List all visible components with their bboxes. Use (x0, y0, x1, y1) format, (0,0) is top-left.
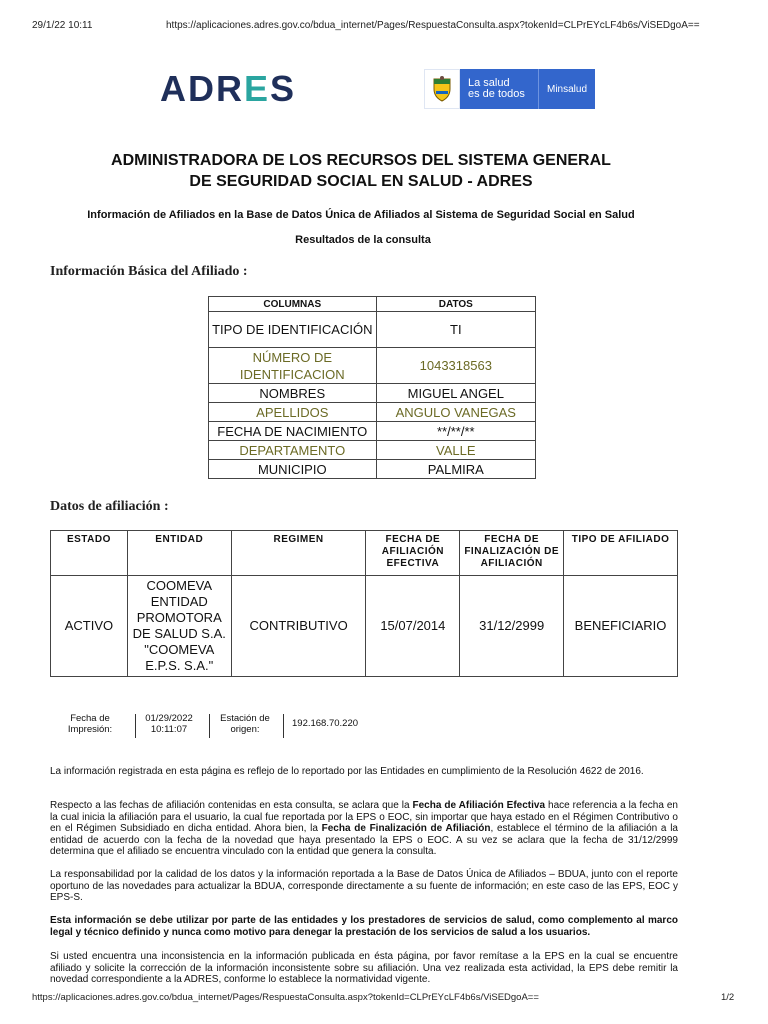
row-value: VALLE (376, 441, 535, 460)
header-fecha-afiliacion: FECHA DE AFILIACIÓN EFECTIVA (366, 531, 460, 576)
affiliation-heading: Datos de afiliación : (50, 499, 169, 514)
table-row (209, 384, 536, 403)
row-value: ANGULO VANEGAS (376, 403, 535, 422)
page-counter: 1/2 (721, 992, 735, 1003)
affiliation-table (50, 530, 678, 677)
gov-slogan-line2: es de todos (468, 88, 525, 100)
basic-table-header (209, 297, 536, 312)
paragraph-responsibility: La responsabilidad por la calidad de los datos y la información reportada a la Base de Datos Única de Afiliados – BDUA, junto con el reporte oportuno de las novedades para actualizar la BDUA, corresponde directamente a su fuente de información; en este caso de las EPS, EOC y EPS-S. (50, 869, 678, 903)
gov-logo (424, 69, 595, 109)
print-date-label: Fecha de Impresión: (67, 713, 113, 735)
results-title: Resultados de la consulta (295, 234, 431, 246)
divider (283, 714, 284, 738)
coat-of-arms-icon (424, 69, 460, 109)
cell-entidad: COOMEVA ENTIDAD PROMOTORA DE SALUD S.A. "COOMEVA E.P.S. S.A." (127, 576, 231, 677)
gov-banner (460, 69, 595, 109)
print-url-footer: https://aplicaciones.adres.gov.co/bdua_internet/Pages/RespuestaConsulta.aspx?tokenId=CLPrEYcLF4b6s/ViSEDgoA== (32, 992, 539, 1003)
header-datos: DATOS (376, 297, 535, 312)
adres-logo-text-end: S (270, 68, 297, 109)
paragraph-usage-warning: Esta información se debe utilizar por parte de las entidades y los prestadores de servicios de salud, como complemento al marco legal y técnico definido y nunca como motivo para denegar la prestación de los servicios de salud a los usuarios. (50, 915, 678, 938)
row-label: MUNICIPIO (209, 460, 377, 479)
paragraph-text: , establece el término de la afiliación a la entidad de acuerdo con la fecha de la novedad que haya presentado la EPS o EOC. A su vez se aclara que la fecha de 31/12/2999 determina que el afiliado se encuentra vinculado con la entidad que genera la consulta. (50, 823, 678, 857)
gov-slogan (460, 78, 538, 100)
row-value: **/**/** (376, 422, 535, 441)
table-row (51, 576, 678, 677)
row-value: TI (376, 312, 535, 348)
header-estado: ESTADO (51, 531, 128, 576)
header-columnas: COLUMNAS (209, 297, 377, 312)
station-value: 192.168.70.220 (292, 718, 359, 729)
table-row (209, 441, 536, 460)
gov-ministry-name: Minsalud (547, 83, 588, 95)
divider (135, 714, 136, 738)
basic-info-table (208, 296, 536, 479)
header-entidad: ENTIDAD (127, 531, 231, 576)
basic-info-heading: Información Básica del Afiliado : (50, 264, 248, 279)
gov-slogan-line1: La salud (468, 77, 510, 89)
row-label: TIPO DE IDENTIFICACIÓN (209, 312, 377, 348)
adres-logo (160, 68, 296, 110)
paragraph-resolution: La información registrada en esta página es reflejo de lo reportado por las Entidades en cumplimiento de la Resolución 4622 de 2016. (50, 766, 644, 777)
page-title (0, 150, 722, 192)
paragraph-inconsistency: Si usted encuentra una inconsistencia en la información publicada en ésta página, por favor remítase a la EPS en la cual se encuentre afiliado y solicite la corrección de la información inconsistente sobre su afiliación. Una vez realizada esta actividad, la EPS debe remitir la novedad correspondiente a la ADRES, conforme lo establece la normatividad vigente. (50, 951, 678, 985)
header-regimen: REGIMEN (231, 531, 366, 576)
divider (209, 714, 210, 738)
header-tipo-afiliado: TIPO DE AFILIADO (564, 531, 678, 576)
page-title-line1: ADMINISTRADORA DE LOS RECURSOS DEL SISTEMA GENERAL (111, 152, 611, 169)
row-label: NOMBRES (209, 384, 377, 403)
paragraph-bold: Fecha de Finalización de Afiliación (321, 823, 491, 834)
row-value: 1043318563 (376, 348, 535, 384)
cell-fecha-afiliacion: 15/07/2014 (366, 576, 460, 677)
table-row (209, 348, 536, 384)
print-date-value: 01/29/2022 10:11:07 (145, 713, 193, 735)
print-datetime: 29/1/22 10:11 (32, 20, 93, 31)
paragraph-text: hace referencia a la fecha en la cual inicia la afiliación para el usuario, la cual fue reportada por la EPS o EOC, sin importar que haya estado en el Régimen Contributivo o en el Régimen Subsidiado en dicha entidad. Ahora bien, la (50, 800, 678, 834)
paragraph-bold: Fecha de Afiliación Efectiva (412, 800, 546, 811)
affiliation-table-header (51, 531, 678, 576)
row-label: FECHA DE NACIMIENTO (209, 422, 377, 441)
adres-logo-text: ADR (160, 68, 244, 109)
row-value: MIGUEL ANGEL (376, 384, 535, 403)
paragraph-dates (50, 800, 678, 858)
cell-tipo-afiliado: BENEFICIARIO (564, 576, 678, 677)
cell-estado: ACTIVO (51, 576, 128, 677)
page-subtitle: Información de Afiliados en la Base de Datos Única de Afiliados al Sistema de Seguridad Social en Salud (87, 209, 635, 221)
paragraph-text: Respecto a las fechas de afiliación contenidas en esta consulta, se aclara que la (50, 800, 413, 811)
table-row (209, 422, 536, 441)
cell-fecha-finalizacion: 31/12/2999 (460, 576, 564, 677)
table-row (209, 312, 536, 348)
table-row (209, 460, 536, 479)
adres-logo-accent: E (244, 68, 271, 109)
row-label: DEPARTAMENTO (209, 441, 377, 460)
cell-regimen: CONTRIBUTIVO (231, 576, 366, 677)
row-label: APELLIDOS (209, 403, 377, 422)
header-fecha-finalizacion: FECHA DE FINALIZACIÓN DE AFILIACIÓN (460, 531, 564, 576)
print-url-header: https://aplicaciones.adres.gov.co/bdua_internet/Pages/RespuestaConsulta.aspx?tokenId=CLPrEYcLF4b6s/ViSEDgoA== (166, 20, 700, 31)
row-value: PALMIRA (376, 460, 535, 479)
table-row (209, 403, 536, 422)
page-title-line2: DE SEGURIDAD SOCIAL EN SALUD - ADRES (189, 173, 533, 190)
station-label: Estación de origen: (220, 713, 270, 735)
row-label: NÚMERO DE IDENTIFICACION (209, 348, 377, 384)
